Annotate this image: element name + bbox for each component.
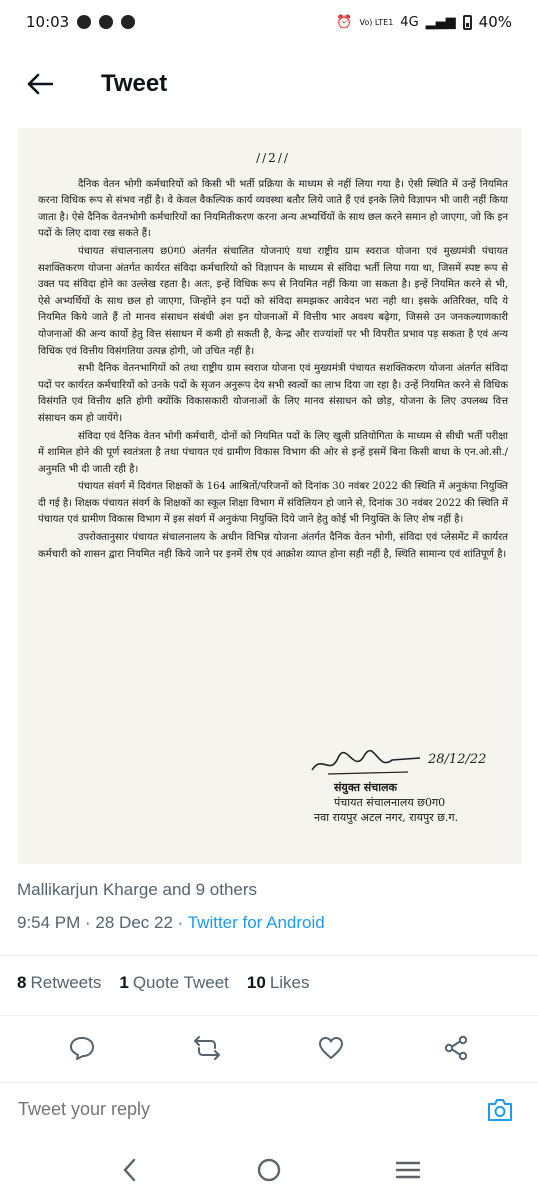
signature-designation: संयुक्त संचालक [334, 781, 397, 794]
battery-icon [463, 15, 472, 30]
camera-icon [486, 1097, 514, 1123]
timestamp-text: 9:54 PM · 28 Dec 22 · [17, 913, 188, 932]
likes-label: Likes [269, 973, 310, 992]
reply-bar [0, 1082, 538, 1136]
quotes-stat[interactable] [119, 973, 229, 993]
signature-block [308, 746, 508, 825]
nav-back-button[interactable] [110, 1150, 150, 1190]
signature-office: पंचायत संचालनालय छ0ग0 [334, 796, 446, 809]
tweet-stats [17, 973, 310, 993]
menu-lines-icon [395, 1159, 421, 1181]
add-photo-button[interactable] [480, 1090, 520, 1130]
retweet-icon [193, 1035, 221, 1061]
quotes-label: Quote Tweet [132, 973, 229, 992]
document-text [38, 150, 508, 564]
status-right [336, 13, 512, 31]
phone-icon [99, 15, 113, 29]
chevron-left-icon [122, 1158, 138, 1182]
heart-icon [318, 1036, 344, 1060]
likes-stat[interactable] [247, 973, 310, 993]
system-nav-bar [0, 1140, 538, 1200]
network-label: Vo) LTE1 [359, 17, 394, 27]
share-button[interactable] [436, 1028, 476, 1068]
alert-icon [121, 15, 135, 29]
signature-address: नवा रायपुर अटल नगर, रायपुर छ.ग. [314, 811, 459, 824]
document-paragraph: उपरोक्तानुसार पंचायत संचालनालय के अधीन विभिन्न योजना अंतर्गत दैनिक वेतन भोगी, संविदा एवं प्लेसमेंट में कार्यरत कर्मचारी को शासन द्वारा नियमित नही किये जाने पर इनमें रोष एवं आक्रोश व्याप्त होना सही नहीं है, स्थिति सामान्य एवं शांतिपूर्ण है। [38, 532, 508, 560]
document-paragraph: पंचायत संचालनालय छ0ग0 अंतर्गत संचालित योजनाएं यथा राष्ट्रीय ग्राम स्वराज योजना एवं मुख्यमंत्री पंचायत सशक्तिकरण योजना अंतर्गत कार्यरत संविदा कर्मचारियो को विज्ञापन के माध्यम से संविदा भर्ती लिया गया था, जिसमें स्पष्ट रूप से उक्त पद संविदा होने का उल्लेख रहता है। अतः, इन्हें विधिक रूप से नियमित नहीं किया जा सकता है। इन्हें नियमित करने से भी, ऐसे अभ्यर्थियों के साथ छल हो जाएगा, जिन्होंने इन पदों को संविदा समझकर आवेदन भरा नही था। इसके अतिरिक्त, यदि ये नियमित किये जाते हैं तो मानव संसाधन संबंधी अंश इन योजनाओं में वित्तीय भार अवश्य बढ़ेगा, जिससे उन जनकल्याणकारी योजनाओं की अन्य कार्यो हेतु वित्त संसाधन में कमी हो सकती है, केन्द्र और राज्यांशों पर भी विपरीत प्रभाव पड़ सकता है एवं अन्य विधिक एवं वित्तीय विसंगतिया उत्पन्न होगी, जो उचित नहीं है। [38, 245, 508, 357]
nav-home-button[interactable] [249, 1150, 289, 1190]
tweet-header [0, 44, 538, 124]
document-paragraph: संविदा एवं दैनिक वेतन भोगी कर्मचारी, दोनों को नियमित पदों के लिए खुली प्रतियोगिता के माध्यम से सीधी भर्ती परीक्षा में शामिल होने की पूर्ण स्वतंत्रता है तथा पंचायत एवं ग्रामीण विकास विभाग की ओर से इन्हें इसमें बिना किसी बाधा के एन.ओ.सी./अनुमति भी दी जाती रही है। [38, 430, 508, 475]
reply-icon [69, 1035, 95, 1061]
home-circle-icon [256, 1157, 282, 1183]
like-button[interactable] [311, 1028, 351, 1068]
signature-date: 28/12/22 [428, 752, 487, 767]
alarm-icon: ⏰ [336, 14, 353, 30]
divider [0, 955, 538, 956]
retweets-count: 8 [17, 973, 27, 992]
status-left [26, 13, 135, 31]
page-title: Tweet [101, 70, 168, 97]
back-button[interactable] [24, 68, 56, 100]
clock: 10:03 [26, 13, 70, 31]
retweets-label: Retweets [30, 973, 102, 992]
arrow-left-icon [27, 73, 53, 95]
share-icon [443, 1035, 469, 1061]
reply-input[interactable] [18, 1099, 318, 1120]
tweet-image[interactable] [18, 128, 522, 864]
document-paragraph: सभी दैनिक वेतनभागियों को तथा राष्ट्रीय ग्राम स्वराज योजना एवं मुख्यमंत्री पंचायत सशक्तिकरण योजना अंतर्गत संविदा पदों पर कार्यरत कर्मचारियों को उनके पदों के सृजन अनुरूप देय सभी स्वत्वों का लाभ दिया जा रहा है। उन्हें नियमित करने से विधिक विसंगति एवं वित्तीय क्षति होगी क्योंकि विकासकारी योजनाओं के लिए मानव संसाधन को छोड़, योजना के लिए उपलब्ध वित्त संसाधन कम हो जायेंगे। [38, 363, 508, 424]
signal-icon: ▂▄▆ [425, 14, 456, 30]
document-paragraph: दैनिक वेतन भोगी कर्मचारियों को किसी भी भर्ती प्रक्रिया के माध्यम से नहीं लिया गया है। ऐसी स्थिति में उन्हें नियमित करना विधिक रूप से संभव नहीं है। वे केवल वैकल्पिक कार्य व्यवस्था बतौर लिये जाते हैं एवं इनके लिये विज्ञापन भी जारी नहीं किया जाता है। ऐसे दैनिक वेतनभोगी कर्मचारियों का नियमितीकरण करना अन्य अभ्यर्थियों के साथ छल करने समान हो जाएगा, जो कि इन पदों के लिए दावा रख सकते हैं। [38, 178, 508, 240]
source-link[interactable]: Twitter for Android [187, 913, 325, 932]
retweets-stat[interactable] [17, 973, 101, 993]
nav-recents-button[interactable] [388, 1150, 428, 1190]
signature-scribble [308, 746, 428, 780]
retweet-button[interactable] [187, 1028, 227, 1068]
tweet-actions [0, 1028, 538, 1068]
liked-by-text[interactable]: Mallikarjun Kharge and 9 others [17, 880, 258, 899]
quotes-count: 1 [119, 973, 129, 992]
tweet-timestamp [17, 913, 325, 933]
battery-percent: 40% [478, 13, 512, 31]
document-page-number: //2// [256, 151, 290, 165]
document-paragraph: पंचायत संवर्ग में दिवंगत शिक्षकों के 164 आश्रितों/परिजनों को दिनांक 30 नवंबर 2022 की स्थिति में अनुकंपा नियुक्ति दी गई है। शिक्षक पंचायत संवर्ग के शिक्षकों का स्कूल शिक्षा विभाग में संविलियन हो जाने से, दिनांक 30 नवंबर 2022 की स्थिति में पंचायत एवं ग्रामीण विकास विभाग में इस संवर्ग में अनुकंपा नियुक्ति दिये जाने हेतु कोई भी नियुक्ति के लिए शेष नहीं है। [38, 481, 508, 526]
notification-icon [77, 15, 91, 29]
status-bar [0, 0, 538, 44]
net-type: 4G [400, 14, 419, 30]
signature [308, 746, 508, 780]
likes-count: 10 [246, 973, 266, 992]
reply-button[interactable] [62, 1028, 102, 1068]
divider [0, 1015, 538, 1016]
